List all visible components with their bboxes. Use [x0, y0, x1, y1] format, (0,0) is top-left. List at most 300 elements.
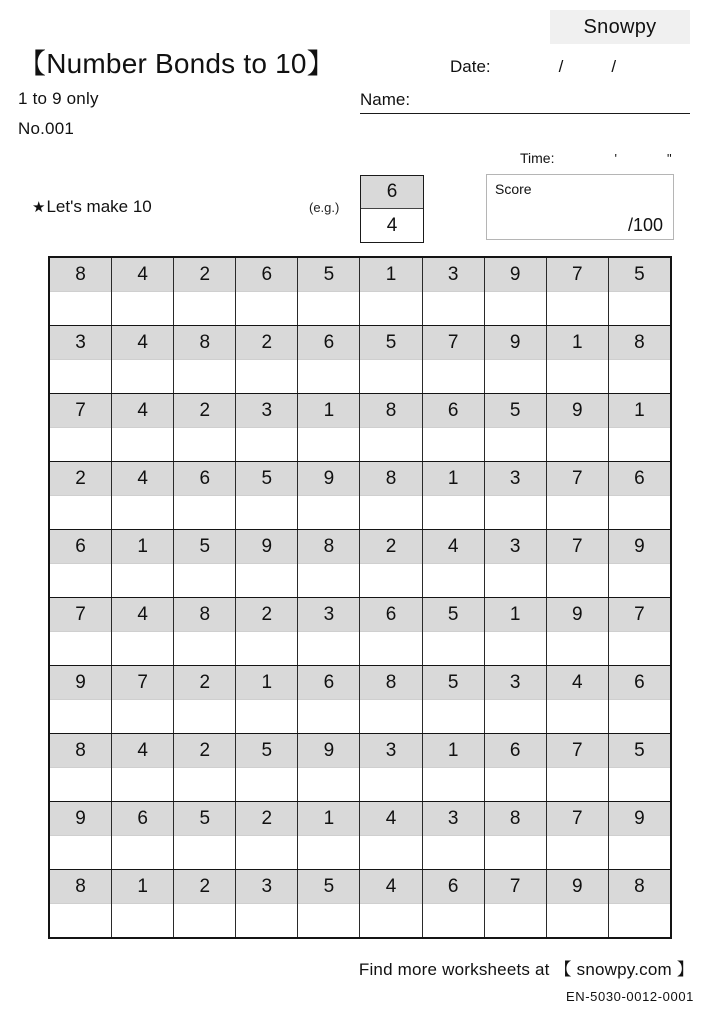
bond-given-number: 3 [485, 666, 546, 700]
time-label: Time: [520, 150, 555, 166]
bond-answer-blank[interactable] [609, 700, 670, 733]
bond-pair-cell [547, 258, 609, 325]
bond-pair-cell [236, 258, 298, 325]
bond-pair-cell [609, 258, 670, 325]
bond-answer-blank[interactable] [485, 564, 546, 597]
bond-pair-cell [298, 258, 360, 325]
bond-answer-blank[interactable] [236, 564, 297, 597]
bond-given-number: 5 [485, 394, 546, 428]
bond-pair-cell [547, 734, 609, 801]
bond-given-number: 1 [112, 530, 173, 564]
bond-given-number: 3 [423, 258, 484, 292]
bond-answer-blank[interactable] [50, 564, 111, 597]
grid-row [50, 530, 670, 598]
example-bond-box [360, 175, 424, 243]
bond-answer-blank[interactable] [174, 632, 235, 665]
bond-pair-cell [485, 326, 547, 393]
bond-pair-cell [360, 870, 422, 937]
bond-given-number: 6 [609, 666, 670, 700]
bond-given-number: 6 [236, 258, 297, 292]
bond-given-number: 5 [174, 802, 235, 836]
bond-answer-blank[interactable] [547, 428, 608, 461]
bond-answer-blank[interactable] [609, 632, 670, 665]
bond-pair-cell [485, 530, 547, 597]
bond-pair-cell [50, 802, 112, 869]
bond-answer-blank[interactable] [423, 904, 484, 937]
bond-given-number: 3 [485, 462, 546, 496]
bond-answer-blank[interactable] [360, 292, 421, 325]
bond-given-number: 1 [112, 870, 173, 904]
bond-answer-blank[interactable] [360, 768, 421, 801]
bond-given-number: 4 [112, 462, 173, 496]
bond-given-number: 9 [485, 326, 546, 360]
bond-pair-cell [236, 734, 298, 801]
bond-given-number: 5 [298, 870, 359, 904]
bond-answer-blank[interactable] [174, 564, 235, 597]
bond-given-number: 6 [423, 870, 484, 904]
name-field[interactable] [360, 90, 690, 114]
bond-pair-cell [360, 530, 422, 597]
grid-row [50, 734, 670, 802]
bond-answer-blank[interactable] [112, 292, 173, 325]
bond-answer-blank[interactable] [174, 428, 235, 461]
bond-pair-cell [112, 734, 174, 801]
bond-given-number: 8 [298, 530, 359, 564]
bond-pair-cell [236, 530, 298, 597]
bond-pair-cell [360, 258, 422, 325]
bond-given-number: 8 [50, 734, 111, 768]
bond-answer-blank[interactable] [485, 700, 546, 733]
bond-given-number: 7 [609, 598, 670, 632]
grid-row [50, 326, 670, 394]
bond-answer-blank[interactable] [50, 632, 111, 665]
bond-pair-cell [112, 462, 174, 529]
bond-answer-blank[interactable] [236, 428, 297, 461]
bond-given-number: 7 [547, 258, 608, 292]
bond-answer-blank[interactable] [50, 360, 111, 393]
page-title: 【Number Bonds to 10】 [18, 48, 335, 79]
bond-answer-blank[interactable] [298, 360, 359, 393]
bond-pair-cell [112, 870, 174, 937]
bond-given-number: 1 [547, 326, 608, 360]
bond-pair-cell [547, 326, 609, 393]
bond-pair-cell [50, 734, 112, 801]
bond-answer-blank[interactable] [174, 292, 235, 325]
bond-pair-cell [236, 802, 298, 869]
bond-given-number: 2 [236, 326, 297, 360]
bond-pair-cell [485, 258, 547, 325]
example-label: (e.g.) [309, 200, 340, 215]
bond-answer-blank[interactable] [547, 904, 608, 937]
brand-badge [550, 10, 690, 44]
bond-answer-blank[interactable] [360, 700, 421, 733]
bond-given-number: 7 [50, 598, 111, 632]
bond-pair-cell [298, 870, 360, 937]
bond-given-number: 6 [298, 326, 359, 360]
bond-answer-blank[interactable] [50, 292, 111, 325]
bond-given-number: 8 [174, 598, 235, 632]
bond-answer-blank[interactable] [609, 360, 670, 393]
bond-answer-blank[interactable] [485, 428, 546, 461]
grid-row [50, 462, 670, 530]
time-minute-mark: ' [614, 151, 617, 166]
score-max-value: /100 [627, 215, 663, 235]
bond-pair-cell [485, 462, 547, 529]
bond-given-number: 2 [236, 802, 297, 836]
bond-pair-cell [174, 598, 236, 665]
bond-given-number: 9 [547, 394, 608, 428]
bond-given-number: 1 [360, 258, 421, 292]
subtitle: 1 to 9 only [18, 89, 99, 109]
bond-given-number: 4 [112, 394, 173, 428]
bond-answer-blank[interactable] [298, 496, 359, 529]
bond-given-number: 9 [50, 666, 111, 700]
bond-given-number: 7 [547, 530, 608, 564]
footer-worksheet-code: EN-5030-0012-0001 [565, 989, 694, 1004]
bond-given-number: 6 [174, 462, 235, 496]
bond-pair-cell [50, 666, 112, 733]
bond-given-number: 5 [236, 734, 297, 768]
bond-answer-blank[interactable] [423, 292, 484, 325]
bond-answer-blank[interactable] [236, 700, 297, 733]
bond-answer-blank[interactable] [50, 496, 111, 529]
bond-pair-cell [485, 870, 547, 937]
grid-row [50, 666, 670, 734]
bond-answer-blank[interactable] [547, 632, 608, 665]
bond-pair-cell [485, 394, 547, 461]
bond-given-number: 7 [112, 666, 173, 700]
bond-given-number: 7 [423, 326, 484, 360]
bond-given-number: 2 [50, 462, 111, 496]
bond-answer-blank[interactable] [112, 496, 173, 529]
bond-given-number: 5 [423, 598, 484, 632]
bond-pair-cell [423, 666, 485, 733]
bond-pair-cell [485, 734, 547, 801]
bond-answer-blank[interactable] [423, 768, 484, 801]
bond-pair-cell [112, 394, 174, 461]
bond-answer-blank[interactable] [547, 700, 608, 733]
bond-given-number: 3 [360, 734, 421, 768]
bond-pair-cell [423, 802, 485, 869]
bond-answer-blank[interactable] [298, 564, 359, 597]
bond-given-number: 8 [609, 326, 670, 360]
bond-given-number: 3 [236, 394, 297, 428]
bond-answer-blank[interactable] [50, 836, 111, 869]
bond-given-number: 9 [609, 530, 670, 564]
bond-pair-cell [609, 598, 670, 665]
bond-given-number: 9 [298, 734, 359, 768]
bond-pair-cell [50, 394, 112, 461]
bond-given-number: 2 [236, 598, 297, 632]
bond-pair-cell [423, 258, 485, 325]
grid-row [50, 802, 670, 870]
bond-given-number: 8 [609, 870, 670, 904]
bond-given-number: 9 [547, 870, 608, 904]
bond-given-number: 7 [485, 870, 546, 904]
bond-given-number: 9 [236, 530, 297, 564]
bond-pair-cell [609, 530, 670, 597]
bond-given-number: 8 [360, 394, 421, 428]
bond-answer-blank[interactable] [174, 904, 235, 937]
bond-answer-blank[interactable] [423, 564, 484, 597]
bond-answer-blank[interactable] [485, 360, 546, 393]
bond-answer-blank[interactable] [112, 700, 173, 733]
bond-answer-blank[interactable] [174, 360, 235, 393]
bond-answer-blank[interactable] [360, 428, 421, 461]
bond-pair-cell [609, 734, 670, 801]
bond-answer-blank[interactable] [360, 904, 421, 937]
bond-pair-cell [112, 666, 174, 733]
bond-answer-blank[interactable] [609, 836, 670, 869]
bond-answer-blank[interactable] [112, 360, 173, 393]
bond-answer-blank[interactable] [50, 904, 111, 937]
bond-answer-blank[interactable] [236, 836, 297, 869]
bond-given-number: 2 [360, 530, 421, 564]
bond-given-number: 1 [236, 666, 297, 700]
bond-given-number: 8 [360, 462, 421, 496]
bond-answer-blank[interactable] [174, 768, 235, 801]
bond-given-number: 9 [50, 802, 111, 836]
bond-answer-blank[interactable] [174, 700, 235, 733]
example-bond-bottom: 4 [361, 209, 423, 242]
bond-answer-blank[interactable] [423, 428, 484, 461]
bond-answer-blank[interactable] [236, 360, 297, 393]
bond-pair-cell [174, 734, 236, 801]
bond-answer-blank[interactable] [50, 428, 111, 461]
bond-given-number: 2 [174, 394, 235, 428]
bond-answer-blank[interactable] [236, 632, 297, 665]
bond-given-number: 8 [50, 870, 111, 904]
bond-given-number: 1 [298, 802, 359, 836]
bond-answer-blank[interactable] [485, 496, 546, 529]
bond-given-number: 9 [547, 598, 608, 632]
bond-pair-cell [50, 258, 112, 325]
example-bond-top: 6 [361, 176, 423, 209]
bond-answer-blank[interactable] [423, 632, 484, 665]
bond-given-number: 2 [174, 666, 235, 700]
bond-pair-cell [547, 394, 609, 461]
bond-answer-blank[interactable] [360, 836, 421, 869]
bond-given-number: 9 [485, 258, 546, 292]
footer [0, 955, 694, 1004]
bond-given-number: 4 [360, 870, 421, 904]
bond-pair-cell [547, 802, 609, 869]
bond-answer-blank[interactable] [298, 768, 359, 801]
bond-given-number: 6 [360, 598, 421, 632]
bond-answer-blank[interactable] [609, 564, 670, 597]
bond-given-number: 2 [174, 870, 235, 904]
bond-pair-cell [298, 326, 360, 393]
bond-given-number: 8 [485, 802, 546, 836]
bond-pair-cell [360, 394, 422, 461]
bond-pair-cell [360, 326, 422, 393]
bond-answer-blank[interactable] [547, 360, 608, 393]
grid-row [50, 598, 670, 666]
bond-answer-blank[interactable] [112, 564, 173, 597]
score-box[interactable] [486, 174, 674, 240]
bond-pair-cell [360, 462, 422, 529]
bond-answer-blank[interactable] [547, 292, 608, 325]
title-block [18, 48, 418, 139]
bond-answer-blank[interactable] [174, 496, 235, 529]
bond-answer-blank[interactable] [547, 768, 608, 801]
bond-given-number: 6 [112, 802, 173, 836]
bond-given-number: 5 [609, 258, 670, 292]
bond-given-number: 6 [423, 394, 484, 428]
bond-given-number: 5 [298, 258, 359, 292]
bond-given-number: 4 [112, 734, 173, 768]
bond-answer-blank[interactable] [112, 428, 173, 461]
grid-row [50, 870, 670, 937]
bond-pair-cell [609, 870, 670, 937]
bond-answer-blank[interactable] [423, 360, 484, 393]
bond-given-number: 1 [423, 462, 484, 496]
bond-answer-blank[interactable] [112, 836, 173, 869]
bond-pair-cell [360, 734, 422, 801]
bond-given-number: 4 [112, 258, 173, 292]
bond-answer-blank[interactable] [360, 632, 421, 665]
bond-pair-cell [174, 394, 236, 461]
time-row [520, 150, 672, 166]
bond-answer-blank[interactable] [485, 292, 546, 325]
bond-given-number: 5 [360, 326, 421, 360]
bond-answer-blank[interactable] [236, 292, 297, 325]
bond-answer-blank[interactable] [423, 496, 484, 529]
bond-answer-blank[interactable] [609, 768, 670, 801]
bond-pair-cell [298, 802, 360, 869]
bond-answer-blank[interactable] [485, 632, 546, 665]
bond-answer-blank[interactable] [236, 904, 297, 937]
date-separator-2: / [611, 57, 617, 76]
bond-answer-blank[interactable] [50, 768, 111, 801]
bond-answer-blank[interactable] [547, 836, 608, 869]
bond-pair-cell [360, 666, 422, 733]
bond-pair-cell [174, 870, 236, 937]
bond-given-number: 2 [174, 258, 235, 292]
bond-answer-blank[interactable] [423, 700, 484, 733]
bond-answer-blank[interactable] [609, 428, 670, 461]
bond-pair-cell [174, 326, 236, 393]
star-icon: ★ [32, 199, 46, 216]
bond-answer-blank[interactable] [485, 768, 546, 801]
bond-answer-blank[interactable] [360, 564, 421, 597]
bond-given-number: 4 [423, 530, 484, 564]
bond-given-number: 7 [547, 734, 608, 768]
bond-answer-blank[interactable] [609, 496, 670, 529]
bond-answer-blank[interactable] [547, 496, 608, 529]
bond-answer-blank[interactable] [298, 904, 359, 937]
bond-given-number: 9 [298, 462, 359, 496]
bond-given-number: 7 [50, 394, 111, 428]
score-label: Score [495, 181, 532, 197]
bond-pair-cell [50, 598, 112, 665]
bond-given-number: 5 [609, 734, 670, 768]
bond-pair-cell [423, 598, 485, 665]
bond-answer-blank[interactable] [360, 496, 421, 529]
bond-answer-blank[interactable] [298, 428, 359, 461]
bond-pair-cell [50, 530, 112, 597]
bond-pair-cell [236, 598, 298, 665]
bond-answer-blank[interactable] [609, 292, 670, 325]
bond-answer-blank[interactable] [298, 632, 359, 665]
brand-badge-label: Snowpy [583, 15, 657, 38]
bond-pair-cell [174, 666, 236, 733]
bond-answer-blank[interactable] [298, 292, 359, 325]
name-label: Name: [360, 90, 411, 109]
bond-pair-cell [423, 870, 485, 937]
bond-pair-cell [112, 326, 174, 393]
bond-pair-cell [174, 802, 236, 869]
bond-pair-cell [236, 462, 298, 529]
bond-given-number: 5 [423, 666, 484, 700]
bond-pair-cell [547, 666, 609, 733]
bond-given-number: 3 [298, 598, 359, 632]
bond-answer-blank[interactable] [298, 700, 359, 733]
date-row [450, 57, 616, 77]
bond-pair-cell [360, 802, 422, 869]
bond-answer-blank[interactable] [50, 700, 111, 733]
bond-given-number: 8 [50, 258, 111, 292]
bond-answer-blank[interactable] [547, 564, 608, 597]
bond-given-number: 8 [360, 666, 421, 700]
bond-answer-blank[interactable] [112, 768, 173, 801]
bond-pair-cell [360, 598, 422, 665]
bond-answer-blank[interactable] [485, 904, 546, 937]
bond-answer-blank[interactable] [485, 836, 546, 869]
bond-pair-cell [298, 394, 360, 461]
date-label: Date: [450, 57, 491, 76]
bond-pair-cell [609, 666, 670, 733]
bond-answer-blank[interactable] [609, 904, 670, 937]
bond-given-number: 6 [298, 666, 359, 700]
bond-given-number: 1 [423, 734, 484, 768]
bond-pair-cell [609, 802, 670, 869]
bond-pair-cell [609, 394, 670, 461]
bond-given-number: 4 [112, 326, 173, 360]
bond-answer-blank[interactable] [112, 632, 173, 665]
bond-pair-cell [298, 462, 360, 529]
bond-pair-cell [485, 802, 547, 869]
bond-pair-cell [298, 734, 360, 801]
bond-answer-blank[interactable] [112, 904, 173, 937]
bond-pair-cell [298, 598, 360, 665]
bond-answer-blank[interactable] [298, 836, 359, 869]
bond-given-number: 2 [174, 734, 235, 768]
bond-answer-blank[interactable] [423, 836, 484, 869]
bond-given-number: 3 [50, 326, 111, 360]
bond-answer-blank[interactable] [236, 768, 297, 801]
bond-pair-cell [423, 530, 485, 597]
bond-pair-cell [236, 666, 298, 733]
bond-answer-blank[interactable] [236, 496, 297, 529]
bond-pair-cell [423, 326, 485, 393]
bond-pair-cell [236, 870, 298, 937]
bond-pair-cell [423, 734, 485, 801]
instruction-row [32, 197, 152, 217]
grid-row [50, 394, 670, 462]
bond-given-number: 4 [360, 802, 421, 836]
instruction-text: Let's make 10 [46, 197, 152, 216]
bond-answer-blank[interactable] [360, 360, 421, 393]
bond-pair-cell [50, 326, 112, 393]
bond-pair-cell [298, 666, 360, 733]
bond-pair-cell [485, 598, 547, 665]
bond-answer-blank[interactable] [174, 836, 235, 869]
bond-pair-cell [50, 462, 112, 529]
bond-given-number: 7 [547, 802, 608, 836]
bond-given-number: 1 [298, 394, 359, 428]
bond-pair-cell [547, 870, 609, 937]
